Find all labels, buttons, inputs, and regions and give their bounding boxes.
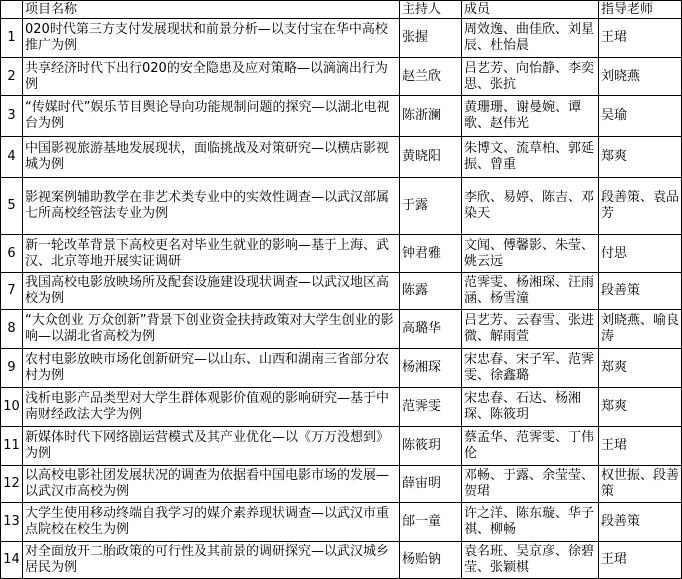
member-list: 宋忠春、宋子军、范霁雯、徐鑫璐 (462, 349, 599, 388)
row-number: 9 (1, 349, 23, 388)
table-row (1, 388, 682, 427)
project-name: “传媒时代”娱乐节目舆论导向功能规制问题的探究—以湖北电视台为例 (23, 96, 400, 137)
advisor-name: 吴瑜 (599, 96, 682, 137)
table-row (1, 503, 682, 542)
row-number: 5 (1, 178, 23, 235)
host-name: 钟君雅 (400, 235, 462, 273)
header-members: 成员 (462, 1, 599, 19)
table-row (1, 349, 682, 388)
member-list: 宋忠春、石达、杨湘琛、陈筱玥 (462, 388, 599, 427)
table-row (1, 19, 682, 58)
table-row (1, 427, 682, 466)
host-name: 于露 (400, 178, 462, 235)
project-name: 新一轮改革背景下高校更名对毕业生就业的影响—基于上海、武汉、北京等地开展实证调研 (23, 235, 400, 273)
advisor-name: 刘晓燕、喻良涛 (599, 310, 682, 349)
advisor-name: 郑爽 (599, 388, 682, 427)
member-list: 李欣、易婷、陈吉、邓染天 (462, 178, 599, 235)
host-name: 黄晓阳 (400, 137, 462, 178)
project-name: 农村电影放映市场化创新研究—以山东、山西和湖南三省部分农村为例 (23, 349, 400, 388)
member-list: 邓畅、于露、余莹莹、贺珺 (462, 466, 599, 503)
table-row (1, 310, 682, 349)
row-number: 13 (1, 503, 23, 542)
advisor-name: 刘晓燕 (599, 58, 682, 96)
member-list: 许之洋、陈东璇、华子祺、柳畅 (462, 503, 599, 542)
table-row (1, 273, 682, 310)
advisor-name: 王珺 (599, 19, 682, 58)
advisor-name: 段善策、袁品芳 (599, 178, 682, 235)
member-list: 周效逸、曲佳欣、刘星辰、杜怡晨 (462, 19, 599, 58)
host-name: 高璐华 (400, 310, 462, 349)
member-list: 吕艺芳、向怡静、李奕思、张抗 (462, 58, 599, 96)
row-number: 3 (1, 96, 23, 137)
project-name: 浅析电影产品类型对大学生群体观影价值观的影响研究—基于中南财经政法大学为例 (23, 388, 400, 427)
advisor-name: 郑爽 (599, 349, 682, 388)
row-number: 8 (1, 310, 23, 349)
project-name: 020时代第三方支付发展现状和前景分析—以支付宝在华中高校推广为例 (23, 19, 400, 58)
project-name: 对全面放开二胎政策的可行性及其前景的调研探究—以武汉城乡居民为例 (23, 542, 400, 579)
row-number: 6 (1, 235, 23, 273)
project-name: 共享经济时代下出行020的安全隐患及应对策略—以滴滴出行为例 (23, 58, 400, 96)
row-number: 14 (1, 542, 23, 579)
host-name: 邰一童 (400, 503, 462, 542)
row-number: 4 (1, 137, 23, 178)
table-row (1, 137, 682, 178)
header-row (1, 1, 682, 19)
table-row (1, 235, 682, 273)
host-name: 范霁雯 (400, 388, 462, 427)
host-name: 陈露 (400, 273, 462, 310)
member-list: 朱博文、流草柏、郭延振、曾重 (462, 137, 599, 178)
project-name: 新媒体时代下网络剧运营模式及其产业优化—以《万万没想到》为例 (23, 427, 400, 466)
member-list: 范霁雯、杨湘琛、汪雨涵、杨雪潼 (462, 273, 599, 310)
host-name: 陈浙澜 (400, 96, 462, 137)
advisor-name: 权世振、段善策 (599, 466, 682, 503)
header-num (1, 1, 23, 19)
project-name: 我国高校电影放映场所及配套设施建设现状调查—以武汉地区高校为例 (23, 273, 400, 310)
advisor-name: 王珺 (599, 427, 682, 466)
advisor-name: 付思 (599, 235, 682, 273)
row-number: 12 (1, 466, 23, 503)
header-advisor: 指导老师 (599, 1, 682, 19)
project-name: 大学生使用移动终端自我学习的媒介素养现状调查—以武汉市重点院校在校生为例 (23, 503, 400, 542)
project-name: 以高校电影社团发展状况的调查为依据看中国电影市场的发展—以武汉市高校为例 (23, 466, 400, 503)
member-list: 蔡孟华、范霁雯、丁伟伦 (462, 427, 599, 466)
row-number: 1 (1, 19, 23, 58)
project-name: 影视案例辅助教学在非艺术类专业中的实效性调查—以武汉部属七所高校经管法专业为例 (23, 178, 400, 235)
advisor-name: 段善策 (599, 503, 682, 542)
member-list: 黄珊珊、谢曼婉、谭歌、赵伟光 (462, 96, 599, 137)
host-name: 杨贻钠 (400, 542, 462, 579)
table-row (1, 542, 682, 579)
advisor-name: 郑爽 (599, 137, 682, 178)
project-name: 中国影视旅游基地发展现状，面临挑战及对策研究—以横店影视城为例 (23, 137, 400, 178)
host-name: 杨湘琛 (400, 349, 462, 388)
table-row (1, 466, 682, 503)
member-list: 文闻、傅馨影、朱莹、姚云远 (462, 235, 599, 273)
table-row (1, 178, 682, 235)
host-name: 赵兰欣 (400, 58, 462, 96)
row-number: 7 (1, 273, 23, 310)
project-name: “大众创业 万众创新”背景下创业资金扶持政策对大学生创业的影响—以湖北省高校为例 (23, 310, 400, 349)
header-project-name: 项目名称 (23, 1, 400, 19)
row-number: 11 (1, 427, 23, 466)
table-row (1, 58, 682, 96)
row-number: 10 (1, 388, 23, 427)
host-name: 张握 (400, 19, 462, 58)
advisor-name: 王珺 (599, 542, 682, 579)
header-host: 主持人 (400, 1, 462, 19)
member-list: 吕艺芳、云春雪、张进微、解雨萱 (462, 310, 599, 349)
row-number: 2 (1, 58, 23, 96)
table-body (1, 19, 682, 579)
member-list: 袁名班、吴京彦、徐碧莹、张颖棋 (462, 542, 599, 579)
host-name: 陈筱玥 (400, 427, 462, 466)
host-name: 薛宙明 (400, 466, 462, 503)
table-row (1, 96, 682, 137)
advisor-name: 段善策 (599, 273, 682, 310)
